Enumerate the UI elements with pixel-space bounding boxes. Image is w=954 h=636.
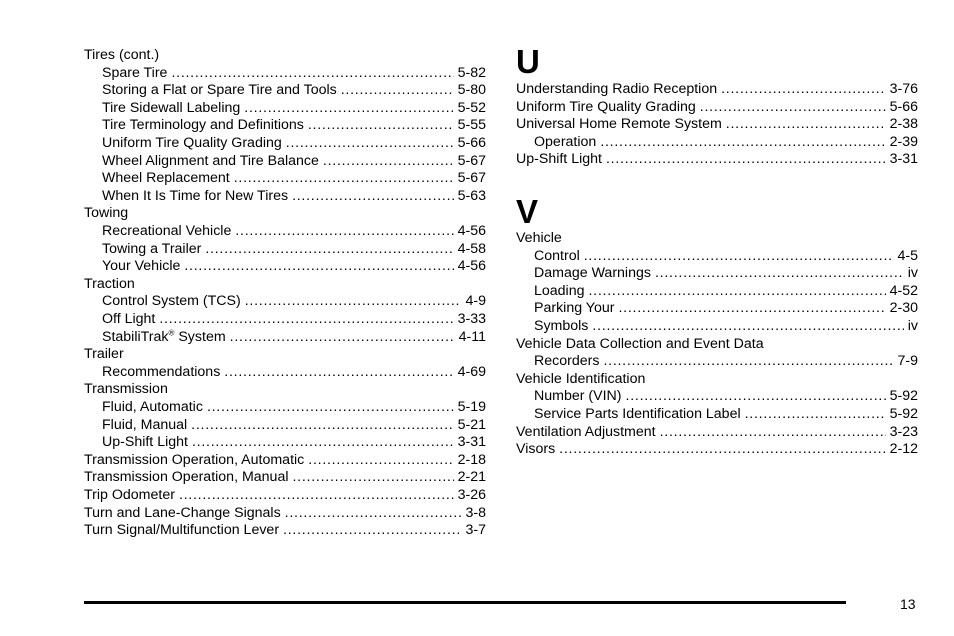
entry-label (534, 406, 745, 423)
entry-label (102, 135, 286, 152)
dot-leader (655, 265, 904, 282)
index-entry (102, 293, 486, 310)
entry-page-ref: 5-67 (457, 152, 486, 169)
index-entry (516, 441, 918, 458)
entry-label (534, 265, 655, 282)
dot-leader (207, 399, 454, 416)
entry-label-text: Vehicle Identification (516, 370, 646, 387)
entry-page-ref: 5-63 (457, 187, 486, 204)
entry-label-text: Transmission Operation, Manual (84, 469, 289, 486)
dot-leader (592, 318, 903, 335)
entry-page-ref: 4-5 (897, 247, 918, 264)
index-entry (84, 469, 486, 486)
entry-page-ref: 5-92 (889, 406, 918, 422)
entry-label-text: Recorders (534, 353, 600, 370)
index-entry (516, 81, 918, 98)
entry-label-text: Tires (cont.) (84, 47, 160, 63)
entry-label (516, 81, 721, 98)
entry-label-text: Towing (84, 205, 129, 222)
entry-label (84, 487, 179, 504)
entry-label-text: Tire Terminology and Definitions (102, 117, 304, 134)
index-entry (84, 47, 486, 64)
entry-label-text: Up-Shift Light (102, 434, 188, 451)
dot-leader (292, 188, 454, 205)
entry-page-ref: 3-26 (457, 487, 486, 503)
dot-leader (191, 417, 453, 434)
entry-label-text: Vehicle (516, 230, 562, 246)
index-entry (534, 265, 918, 282)
dot-leader (603, 353, 893, 370)
entry-page-ref: 4-11 (458, 328, 486, 345)
entry-page-ref: 5-52 (457, 99, 486, 116)
entry-label-text: Universal Home Remote System (516, 116, 722, 133)
entry-label (102, 434, 192, 451)
dot-leader (721, 81, 885, 98)
index-entry (102, 241, 486, 258)
entry-label-text: Up-Shift Light (516, 151, 602, 168)
dot-leader (589, 283, 886, 300)
dot-leader (745, 406, 886, 423)
entry-page-ref: 5-92 (889, 388, 918, 405)
entry-page-ref: 3-76 (889, 81, 918, 97)
index-entry (534, 353, 918, 370)
entry-label-text: Uniform Tire Quality Grading (102, 135, 282, 151)
index-entry (534, 248, 918, 265)
entry-label-text: Parking Your (534, 300, 615, 317)
entry-page-ref: 3-8 (465, 504, 486, 521)
index-entry (102, 82, 486, 99)
entry-label (102, 329, 230, 346)
index-entry (516, 151, 918, 168)
entry-label-text: Recommendations (102, 363, 221, 380)
dot-leader (171, 65, 453, 82)
entry-page-ref: 4-56 (457, 258, 486, 275)
entry-label-text: Trip Odometer (84, 487, 175, 503)
entry-page-ref: 5-66 (889, 98, 918, 115)
dot-leader (285, 505, 462, 522)
entry-label-text: Uniform Tire Quality Grading (516, 98, 696, 115)
entry-page-ref: 2-30 (889, 300, 918, 317)
dot-leader (600, 134, 885, 151)
dot-leader (179, 487, 454, 504)
dot-leader (159, 311, 453, 328)
dot-leader (584, 248, 894, 265)
section-heading-u: U (516, 43, 540, 80)
entry-page-ref: 7-9 (897, 353, 918, 370)
dot-leader (283, 522, 461, 539)
entry-label-text: Ventilation Adjustment (516, 423, 656, 440)
entry-label-text: Trailer (84, 346, 124, 363)
index-entry (84, 346, 486, 363)
entry-label-text: Spare Tire (102, 64, 168, 81)
index-entry (84, 205, 486, 222)
index-entry (102, 135, 486, 152)
index-entry (84, 505, 486, 522)
entry-label-text: When It Is Time for New Tires (102, 187, 289, 204)
entry-label (102, 364, 224, 381)
entry-label (534, 353, 603, 370)
dot-leader (184, 258, 453, 275)
dot-leader (224, 364, 453, 381)
dot-leader (286, 135, 454, 152)
entry-label-text: Fluid, Automatic (102, 399, 203, 415)
entry-label (102, 241, 205, 258)
entry-page-ref: 4-9 (465, 293, 486, 310)
entry-label-text: Loading (534, 282, 585, 299)
entry-label (84, 505, 285, 522)
entry-label (84, 452, 308, 469)
index-entry (102, 100, 486, 117)
entry-label-text: StabiliTrak (102, 328, 169, 345)
entry-label (102, 117, 308, 134)
entry-label (516, 336, 768, 353)
entry-label (516, 230, 566, 247)
entry-label-text: Vehicle Data Collection and Event Data (516, 335, 764, 352)
entry-label (102, 82, 341, 99)
entry-label (516, 116, 726, 133)
section-heading-v: V (516, 193, 539, 230)
entry-page-ref: 5-21 (457, 416, 486, 433)
entry-label (84, 381, 172, 398)
index-entry (516, 371, 918, 388)
entry-page-ref: 2-39 (889, 133, 918, 150)
entry-label (534, 248, 584, 265)
entry-page-ref: 3-31 (457, 434, 486, 451)
index-entry (102, 434, 486, 451)
entry-label-text: Visors (516, 441, 556, 458)
dot-leader (626, 388, 886, 405)
dot-leader (700, 99, 886, 116)
index-entry (534, 300, 918, 317)
entry-label-text: Traction (84, 275, 135, 292)
entry-page-ref: 3-33 (457, 311, 486, 327)
dot-leader (323, 153, 454, 170)
index-entry (84, 381, 486, 398)
entry-page-ref: 2-12 (889, 441, 918, 458)
index-entry (102, 117, 486, 134)
index-entry (534, 406, 918, 423)
index-entry (102, 65, 486, 82)
entry-label-text: Transmission Operation, Automatic (84, 451, 305, 468)
entry-label-text: Service Parts Identification Label (534, 406, 741, 422)
dot-leader (205, 241, 453, 258)
dot-leader (192, 434, 454, 451)
dot-leader (341, 82, 454, 99)
index-entry (102, 258, 486, 275)
entry-label (534, 388, 626, 405)
entry-label (102, 258, 184, 275)
entry-page-ref: 5-55 (457, 117, 486, 134)
index-entry (534, 388, 918, 405)
dot-leader (230, 329, 455, 346)
page-number: 13 (900, 596, 916, 612)
entry-label (84, 205, 132, 222)
entry-label-text: Off Light (102, 311, 156, 327)
entry-label (516, 371, 649, 388)
entry-label (102, 293, 245, 310)
entry-label (84, 469, 293, 486)
entry-label (102, 65, 171, 82)
entry-label (102, 311, 159, 328)
index-entry (102, 399, 486, 416)
entry-label (534, 283, 589, 300)
entry-label (84, 346, 128, 363)
entry-page-ref: iv (907, 318, 918, 334)
index-entry (102, 223, 486, 240)
entry-label (84, 522, 283, 539)
dot-leader (245, 293, 462, 310)
entry-label-text: Wheel Alignment and Tire Balance (102, 152, 319, 169)
index-entry (102, 364, 486, 381)
entry-page-ref: 4-58 (457, 240, 486, 257)
dot-leader (308, 452, 453, 469)
dot-leader (235, 223, 453, 240)
dot-leader (293, 469, 454, 486)
entry-page-ref: 2-18 (457, 451, 486, 468)
index-entry (516, 99, 918, 116)
index-entry (534, 134, 918, 151)
entry-label (534, 134, 600, 151)
index-entry (534, 283, 918, 300)
dot-leader (559, 441, 885, 458)
index-entry (84, 452, 486, 469)
entry-label-text: Fluid, Manual (102, 416, 188, 433)
entry-page-ref: 3-31 (889, 151, 918, 168)
entry-page-ref: 4-56 (457, 223, 486, 239)
entry-label (102, 399, 207, 416)
dot-leader (726, 116, 886, 133)
dot-leader (308, 117, 454, 134)
entry-page-ref: 4-52 (889, 282, 918, 299)
entry-label-text: Towing a Trailer (102, 240, 202, 257)
entry-page-ref: 2-38 (889, 116, 918, 133)
entry-label (516, 424, 660, 441)
index-entry (102, 188, 486, 205)
index-entry (102, 170, 486, 187)
entry-label-text: Recreational Vehicle (102, 223, 232, 239)
entry-label (516, 151, 606, 168)
entry-label-text: Storing a Flat or Spare Tire and Tools (102, 82, 337, 99)
entry-label (534, 318, 592, 335)
entry-page-ref: 5-67 (457, 170, 486, 187)
index-entry (102, 417, 486, 434)
entry-label (102, 188, 292, 205)
index-entry (516, 424, 918, 441)
entry-page-ref: iv (907, 265, 918, 282)
index-entry (516, 116, 918, 133)
entry-label-text: Turn and Lane-Change Signals (84, 504, 281, 521)
index-entry (102, 311, 486, 328)
entry-label (102, 170, 234, 187)
entry-label-text: Wheel Replacement (102, 170, 230, 187)
dot-leader (606, 151, 886, 168)
entry-page-ref: 5-80 (457, 82, 486, 99)
entry-page-ref: 5-82 (457, 64, 486, 81)
dot-leader (244, 100, 453, 117)
entry-label (84, 276, 139, 293)
index-entry (84, 522, 486, 539)
entry-label (516, 441, 559, 458)
entry-label (102, 153, 323, 170)
registered-mark: ® (168, 327, 175, 337)
entry-label-text: Control System (TCS) (102, 293, 241, 310)
entry-label-text: Damage Warnings (534, 265, 651, 282)
entry-label-text: Understanding Radio Reception (516, 81, 718, 97)
entry-page-ref: 4-69 (457, 363, 486, 380)
entry-label-text: System (174, 328, 226, 345)
entry-label-text: Turn Signal/Multifunction Lever (84, 522, 280, 539)
entry-page-ref: 3-23 (889, 423, 918, 440)
entry-label-text: Your Vehicle (102, 258, 181, 275)
entry-label (84, 47, 163, 64)
entry-label-text: Operation (534, 133, 597, 150)
dot-leader (660, 424, 886, 441)
entry-label (102, 417, 191, 434)
entry-page-ref: 5-66 (457, 135, 486, 151)
entry-label (534, 300, 618, 317)
dot-leader (618, 300, 885, 317)
index-entry (102, 329, 486, 346)
index-entry (102, 153, 486, 170)
entry-page-ref: 3-7 (465, 522, 486, 539)
entry-label-text: Control (534, 247, 580, 264)
entry-label-text: Symbols (534, 318, 589, 334)
entry-label (102, 223, 235, 240)
entry-page-ref: 2-21 (457, 469, 486, 486)
entry-label-text: Transmission (84, 381, 168, 398)
index-entry (516, 336, 918, 353)
entry-page-ref: 5-19 (457, 399, 486, 415)
index-entry (516, 230, 918, 247)
entry-label-text: Number (VIN) (534, 388, 622, 405)
index-entry (534, 318, 918, 335)
entry-label (516, 99, 700, 116)
entry-label (102, 100, 244, 117)
index-entry (84, 487, 486, 504)
footer-rule (84, 601, 846, 604)
dot-leader (234, 170, 454, 187)
index-entry (84, 276, 486, 293)
entry-label-text: Tire Sidewall Labeling (102, 99, 241, 116)
